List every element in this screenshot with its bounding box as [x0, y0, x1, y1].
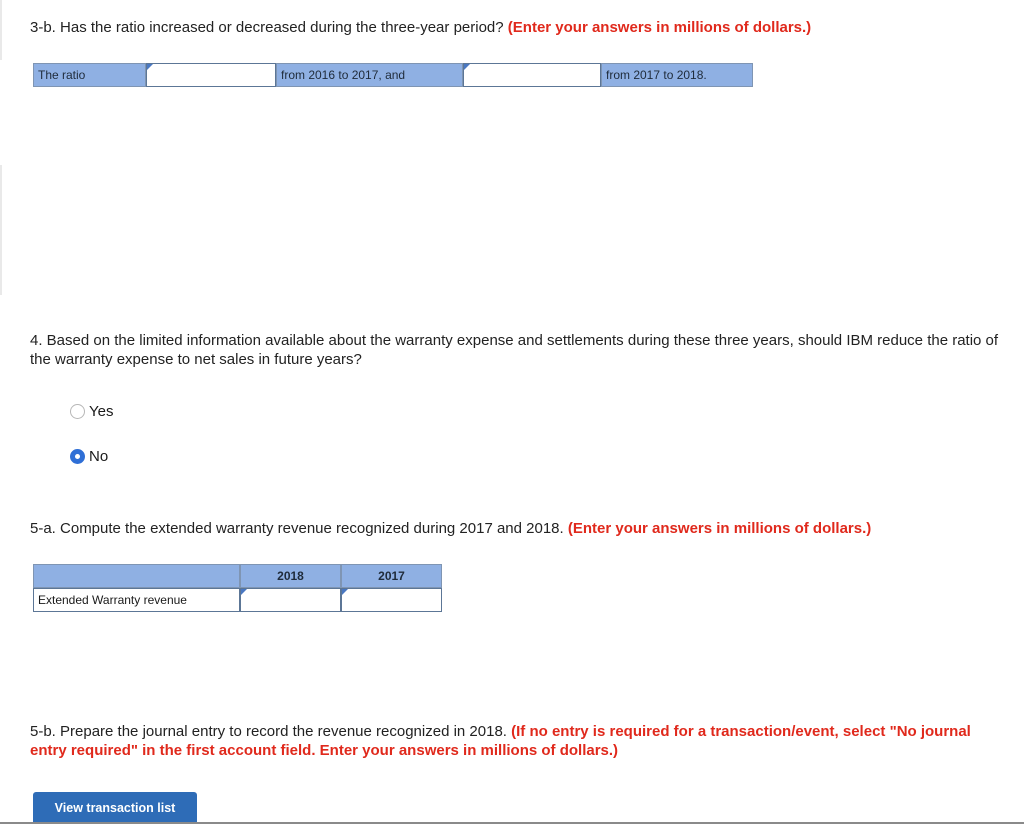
input-2017-revenue[interactable]: [341, 588, 442, 612]
question-5a-text: 5-a. Compute the extended warranty revenue recognized during 2017 and 2018.: [30, 520, 564, 537]
radio-yes-icon[interactable]: [70, 404, 85, 419]
column-header-2017: 2017: [341, 564, 442, 588]
column-header-2018: 2018: [240, 564, 341, 588]
left-rule: [0, 165, 2, 295]
question-3b-text: 3-b. Has the ratio increased or decreased during the three-year period?: [30, 19, 504, 36]
question-5a: [30, 519, 871, 538]
input-2018-revenue[interactable]: [240, 588, 341, 612]
question-5b-hint: (If no entry is required for a transaction/event, select "No journal entry required" in the first account field. Enter your answers in millions of dollars.): [30, 723, 971, 759]
ratio-2016-2017-label: from 2016 to 2017, and: [276, 63, 463, 87]
question-5b: [30, 722, 990, 760]
radio-no-selected-icon[interactable]: [70, 449, 85, 464]
ratio-label: The ratio: [33, 63, 146, 87]
ratio-2016-2017-dropdown[interactable]: [146, 63, 276, 87]
radio-option-no[interactable]: [70, 448, 108, 465]
radio-yes-label: Yes: [89, 403, 114, 420]
ratio-2017-2018-dropdown[interactable]: [463, 63, 601, 87]
question-5a-hint: (Enter your answers in millions of dollars.): [567, 520, 872, 537]
extended-warranty-table: [33, 564, 442, 612]
question-5b-text: 5-b. Prepare the journal entry to record the revenue recognized in 2018.: [30, 723, 507, 740]
ratio-2017-2018-label: from 2017 to 2018.: [601, 63, 753, 87]
question-4: 4. Based on the limited information available about the warranty expense and settlements during these three years, should IBM reduce the ratio of the warranty expense to net sales in future years?: [30, 332, 999, 368]
question-3b-hint: (Enter your answers in millions of dollars.): [507, 19, 812, 36]
question-3b: [30, 18, 811, 37]
radio-option-yes[interactable]: [70, 403, 113, 420]
table-header-blank: [33, 564, 240, 588]
row-label-extended-warranty: Extended Warranty revenue: [33, 588, 240, 612]
view-transaction-list-button[interactable]: View transaction list: [33, 792, 197, 824]
left-rule: [0, 0, 2, 60]
radio-no-label: No: [89, 448, 109, 465]
ratio-row: [33, 63, 753, 87]
